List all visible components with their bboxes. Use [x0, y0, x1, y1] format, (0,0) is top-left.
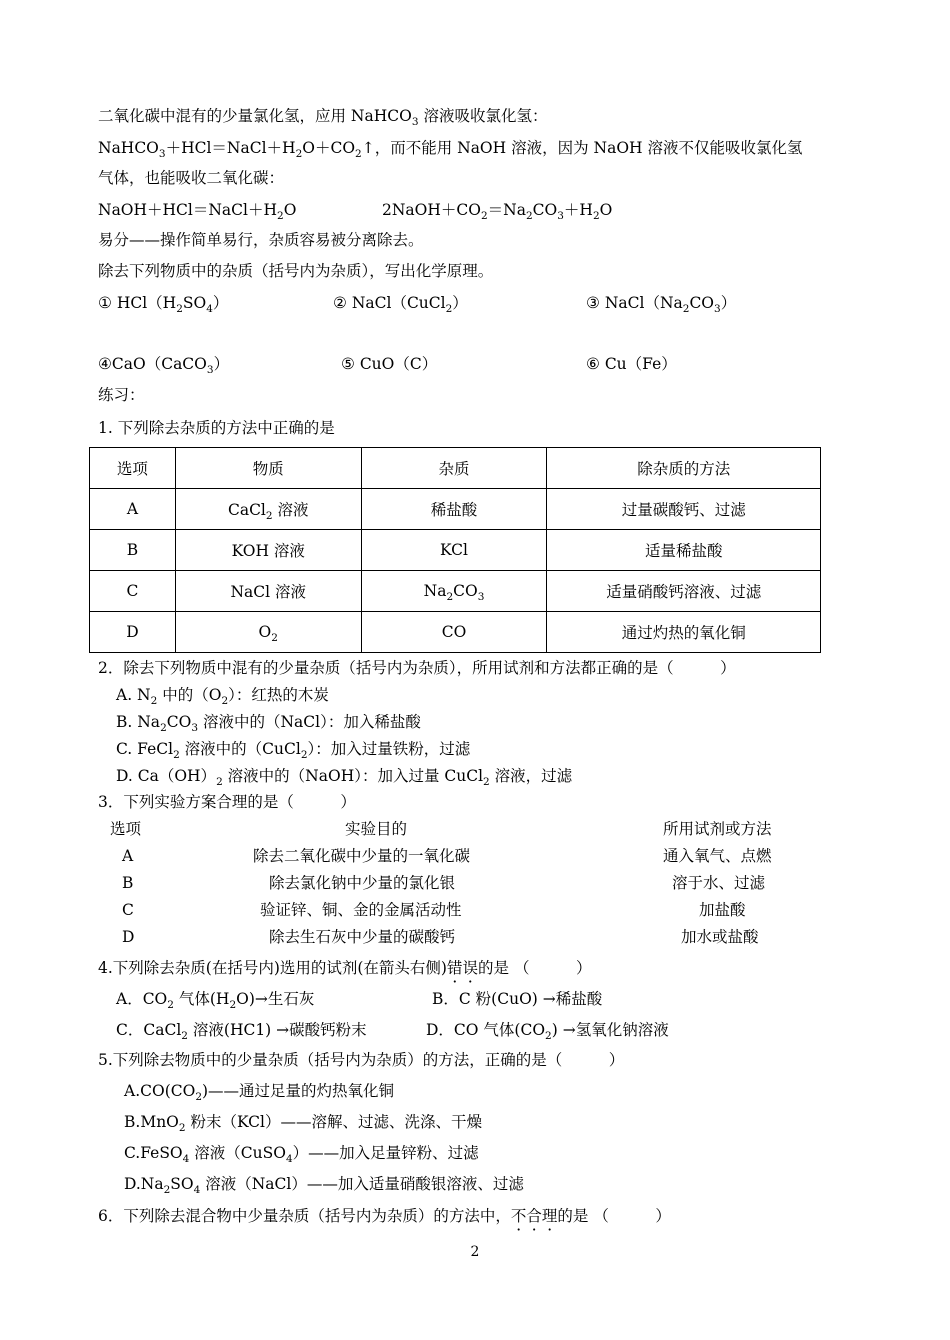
q4-option-b: B．C 粉(CuO) →稀盐酸 — [432, 990, 603, 1008]
q3-purpose: 验证锌、铜、金的金属活动性 — [260, 901, 462, 919]
emphasis-char: 不 — [510, 1207, 527, 1225]
item-4: ④CaO（CaCO$_3$） — [98, 355, 230, 376]
q3-method: 加水或盐酸 — [681, 928, 759, 946]
intro-line-3: 气体，也能吸收二氧化碳： — [98, 169, 285, 187]
intro-line-1: 二氧化碳中混有的少量氯化氢，应用 NaHCO$_3$ 溶液吸收氯化氢： — [98, 107, 548, 128]
q4-option-d: D．CO 气体$(CO_2)$ →氢氧化钠溶液 — [426, 1021, 669, 1042]
q3-purpose: 除去生石灰中少量的碳酸钙 — [269, 928, 456, 946]
q3-header-purpose: 实验目的 — [345, 820, 408, 838]
impurity-cell: $Na_2CO_3$ — [361, 571, 547, 612]
header-cell: 物质 — [175, 448, 361, 489]
q3-stem: 3．下列实验方案合理的是（ ） — [98, 793, 356, 811]
intro-line-6: 除去下列物质中的杂质（括号内为杂质），写出化学原理。 — [98, 262, 494, 280]
emphasis-char: 理 — [541, 1207, 558, 1225]
item-3: ③ $NaCl(Na_2CO_3)$ — [586, 294, 737, 315]
intro-equation-left: $NaOH+HCl=NaCl+H_2O$ — [98, 201, 297, 222]
substance-cell: KOH 溶液 — [175, 530, 361, 571]
option-cell: B — [90, 530, 176, 571]
intro-line-5: 易分——操作简单易行，杂质容易被分离除去。 — [98, 231, 424, 249]
intro-equation-right: $2NaOH+CO_2=Na_2CO_3+H_2O$ — [382, 201, 613, 222]
impurity-cell: 稀盐酸 — [361, 489, 547, 530]
q3-option: C — [122, 901, 134, 919]
intro-line-2: $NaHCO_3+HCl=NaCl+H_2O+CO_2↑$，而不能用 NaOH 溶液，因为 NaOH 溶液不仅能吸收氯化氢 — [98, 139, 803, 160]
q3-method: 溶于水、过滤 — [672, 874, 766, 892]
impurity-cell: CO — [361, 612, 547, 653]
table-row — [90, 489, 821, 530]
q2-option-b: B. $Na_2CO_3$ 溶液中的（NaCl）：加入稀盐酸 — [116, 713, 421, 734]
q3-option: D — [122, 928, 135, 946]
q6-stem: 6．下列除去混合物中少量杂质（括号内为杂质）的方法中，不合理的是 （ ） — [98, 1207, 671, 1225]
q5-option-c: C.FeSO$_4$ 溶液（CuSO$_4$）——加入足量锌粉、过滤 — [124, 1144, 479, 1165]
q3-option: B — [122, 874, 134, 892]
q2-option-d: D. $Ca(OH)_2$ 溶液中的（NaOH）：加入过量 CuCl$_2$ 溶液，过滤 — [116, 767, 573, 788]
substance-cell: $O_2$ — [175, 612, 361, 653]
q4-option-a: A．$CO_2$ 气体$(H_2O)\to$生石灰 — [116, 990, 315, 1011]
q3-option: A — [122, 847, 134, 865]
q2-option-a: A. $N_2$ 中的$(O_2)$：红热的木炭 — [116, 686, 329, 707]
option-cell: D — [90, 612, 176, 653]
header-cell: 选项 — [90, 448, 176, 489]
q5-option-d: $D.Na_2SO_4$ 溶液（NaCl）——加入适量硝酸银溶液、过滤 — [124, 1175, 524, 1196]
emphasis-char: 误 — [462, 959, 479, 977]
method-cell: 过量碳酸钙、过滤 — [547, 489, 821, 530]
q1-table — [89, 447, 821, 653]
q5-stem: 5.下列除去物质中的少量杂质（括号内为杂质）的方法，正确的是（ ） — [98, 1051, 625, 1069]
table-row — [90, 571, 821, 612]
header-cell: 杂质 — [361, 448, 547, 489]
impurity-cell: KCl — [361, 530, 547, 571]
q4-option-c: C．CaCl$_2$ 溶液(HC1) →碳酸钙粉末 — [116, 1021, 367, 1042]
method-cell: 适量硝酸钙溶液、过滤 — [547, 571, 821, 612]
item-2: ② NaCl（CuCl$_2$） — [333, 294, 468, 315]
q2-stem: 2．除去下列物质中混有的少量杂质（括号内为杂质），所用试剂和方法都正确的是（ ） — [98, 659, 736, 677]
q3-method: 通入氧气、点燃 — [663, 847, 772, 865]
q3-header-method: 所用试剂或方法 — [663, 820, 772, 838]
emphasis-char: 合 — [526, 1207, 542, 1225]
table-header-row — [90, 448, 821, 489]
method-cell: 通过灼热的氧化铜 — [547, 612, 821, 653]
q5-option-b: B.MnO$_2$ 粉末（KCl）——溶解、过滤、洗涤、干燥 — [124, 1113, 482, 1134]
q3-header-option: 选项 — [110, 820, 142, 838]
option-cell: A — [90, 489, 176, 530]
item-5: ⑤ CuO（C） — [341, 355, 438, 373]
q3-purpose: 除去氯化钠中少量的氯化银 — [269, 874, 456, 892]
method-cell: 适量稀盐酸 — [547, 530, 821, 571]
option-cell: C — [90, 571, 176, 612]
q3-method: 加盐酸 — [699, 901, 746, 919]
practice-label: 练习： — [98, 386, 145, 404]
q3-purpose: 除去二氧化碳中少量的一氧化碳 — [253, 847, 471, 865]
q4-stem: 4.下列除去杂质(在括号内)选用的试剂(在箭头右侧)错误的是 （ ） — [98, 959, 592, 977]
page-number: 2 — [470, 1244, 480, 1260]
q1-stem: 1. 下列除去杂质的方法中正确的是 — [98, 419, 335, 437]
q5-option-a: $A.CO(CO_2)——$通过足量的灼热氧化铜 — [124, 1082, 395, 1103]
substance-cell: CaCl$_2$ 溶液 — [175, 489, 361, 530]
item-1: ① $HCl(H_2SO_4)$ — [98, 294, 229, 315]
emphasis-char: 错 — [446, 959, 463, 977]
item-6: ⑥ Cu（Fe） — [586, 355, 677, 373]
q2-option-c: C. FeCl$_2$ 溶液中的（CuCl$_2$）：加入过量铁粉，过滤 — [116, 740, 471, 761]
table-row — [90, 612, 821, 653]
header-cell: 除杂质的方法 — [547, 448, 821, 489]
substance-cell: NaCl 溶液 — [175, 571, 361, 612]
table-row — [90, 530, 821, 571]
